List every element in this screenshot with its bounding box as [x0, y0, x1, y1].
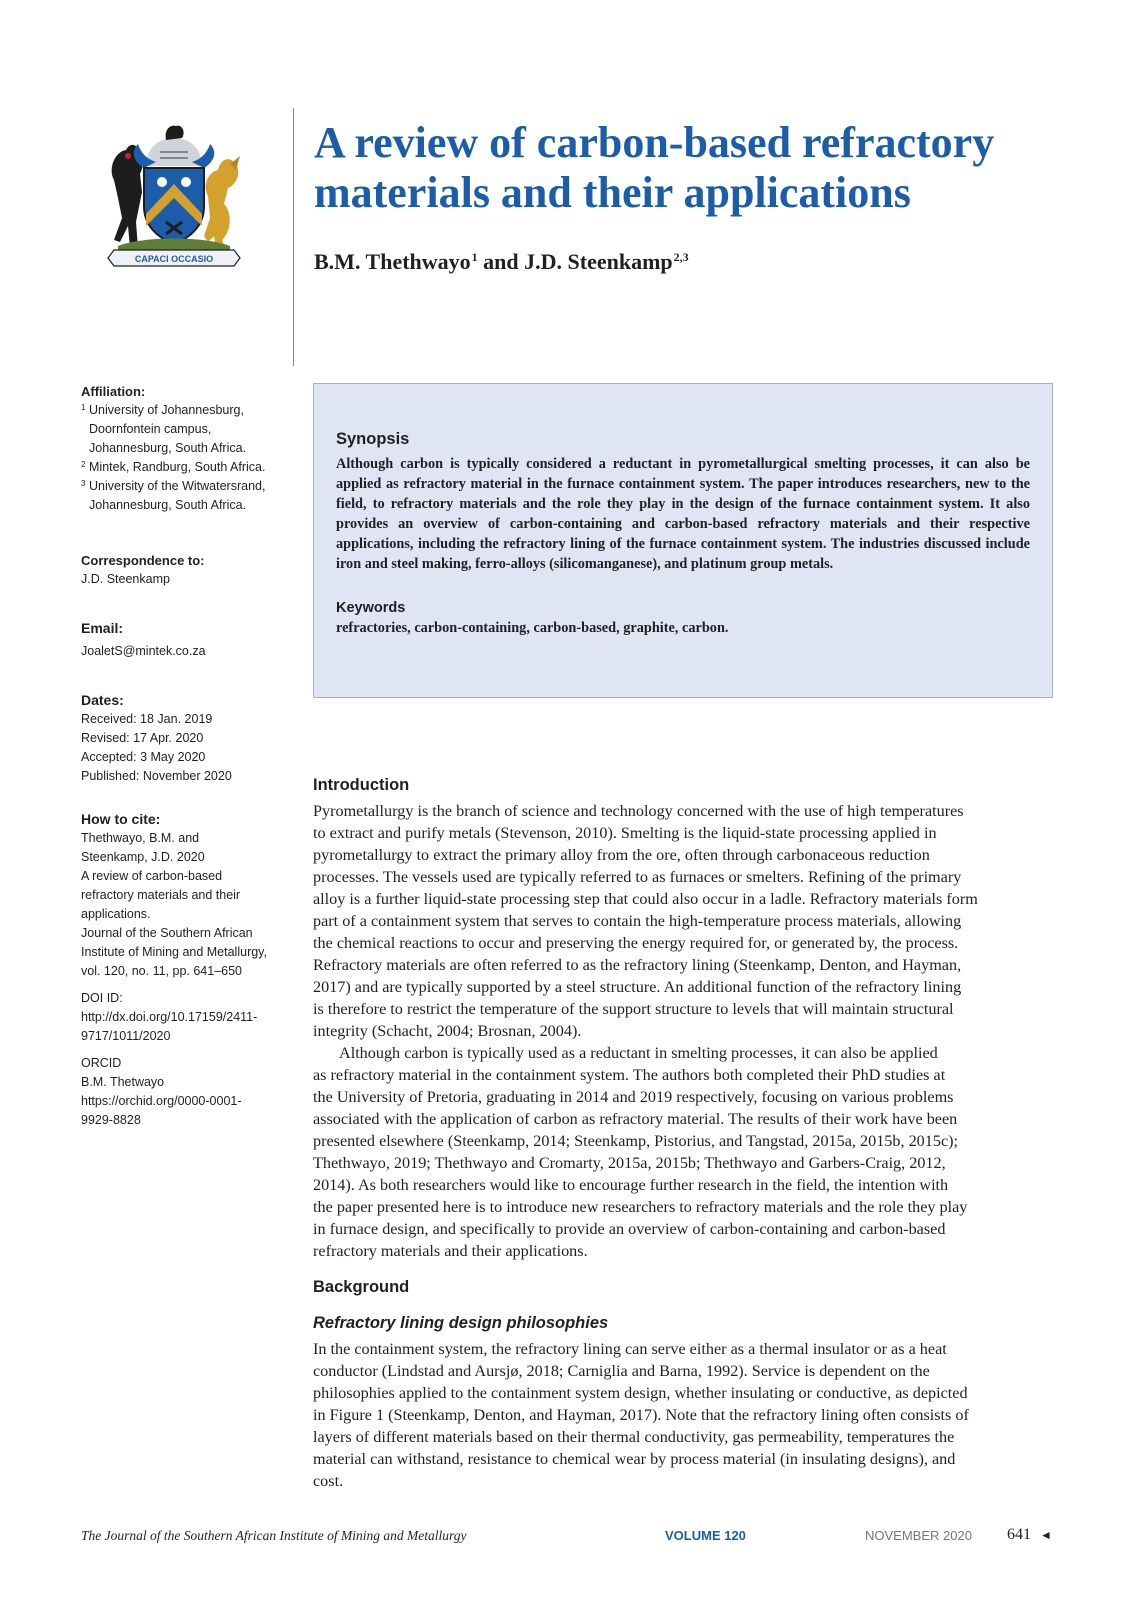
text-line: philosophies applied to the containment system design, whether insulating or conductive, as depicted	[313, 1384, 968, 1402]
cite-line: A review of carbon-based	[81, 869, 223, 883]
footer-volume: VOLUME 120	[665, 1528, 746, 1543]
text-line: associated with the application of carbon as refractory material. The results of their work have been	[313, 1110, 958, 1128]
correspondence-heading: Correspondence to:	[81, 553, 205, 568]
text-line: as refractory material in the containment system. The authors both completed their PhD studies at	[313, 1066, 946, 1084]
header-divider	[293, 108, 294, 366]
dates-block	[81, 691, 281, 786]
affiliation-block	[81, 382, 281, 515]
affiliation-item	[81, 477, 281, 515]
synopsis-heading: Synopsis	[336, 430, 410, 448]
orcid-heading: ORCID	[81, 1056, 122, 1070]
doi-link[interactable]: 9717/1011/2020	[81, 1029, 171, 1043]
footer-journal-name: The Journal of the Southern African Institute of Mining and Metallurgy	[81, 1528, 467, 1543]
affiliation-number: 1	[81, 403, 86, 412]
affiliation-line: University of Johannesburg,	[89, 403, 244, 417]
text-line: alloy is a further liquid-state processing step that could also occur in a ladle. Refractory materials form	[313, 890, 978, 908]
page-arrow-icon: ◄	[1040, 1528, 1052, 1542]
text-line: the paper presented here is to introduce new researchers to refractory materials and the role they play	[313, 1198, 968, 1216]
cite-line: refractory materials and their	[81, 888, 241, 902]
text-line: Although carbon is typically used as a reductant in smelting processes, it can also be applied	[339, 1044, 938, 1062]
affiliation-heading: Affiliation:	[81, 384, 146, 399]
footer-page-number: 641	[1007, 1526, 1031, 1543]
text-line: Pyrometallurgy is the branch of science and technology concerned with the use of high temperatures	[313, 802, 964, 820]
email-heading: Email:	[81, 620, 124, 636]
affiliation-line: University of the Witwatersrand,	[89, 479, 266, 493]
article-body	[313, 774, 1043, 1492]
text-line: is therefore to restrict the temperature of the support structure to levels that will maintain structural	[313, 1000, 954, 1018]
correspondence-block	[81, 551, 281, 589]
citation-block	[81, 810, 281, 1130]
design-philosophies-heading: Refractory lining design philosophies	[313, 1314, 609, 1332]
cite-line: Thethwayo, B.M. and	[81, 831, 200, 845]
text-line: Refractory materials are often referred to as the refractory lining (Steenkamp, Denton, and Hayman,	[313, 956, 962, 974]
date-published: Published: November 2020	[81, 769, 232, 783]
orcid-link[interactable]: https://orchid.org/0000-0001-	[81, 1094, 242, 1108]
text-line: Thethwayo, 2019; Thethwayo and Cromarty, 2015a, 2015b; Thethwayo and Garbers-Craig, 2012,	[313, 1154, 946, 1172]
orcid-link[interactable]: 9929-8828	[81, 1113, 141, 1127]
text-line: in furnace design, and specifically to provide an overview of carbon-containing and carbon-based	[313, 1220, 946, 1238]
text-line: presented elsewhere (Steenkamp, 2014; Steenkamp, Pistorius, and Tangstad, 2015a, 2015b, 2015c);	[313, 1132, 959, 1150]
keywords-heading: Keywords	[336, 600, 406, 616]
text-line: pyrometallurgy to extract the primary alloy from the ore, often through carbonaceous reduction	[313, 846, 930, 864]
text-line: layers of different materials based on their thermal conductivity, gas permeability, temperatures the	[313, 1428, 955, 1446]
affiliation-number: 3	[81, 479, 86, 488]
article-sidebar	[81, 382, 281, 1148]
affiliation-line: Johannesburg, South Africa.	[89, 441, 247, 455]
author-name: B.M. Thethwayo	[314, 249, 471, 274]
text-line: 2014). As both researchers would like to encourage further research in the field, the intention with	[313, 1176, 949, 1194]
background-heading: Background	[313, 1278, 410, 1296]
cite-line: vol. 120, no. 11, pp. 641–650	[81, 964, 243, 978]
authors-joiner: and	[483, 249, 519, 274]
text-line: the University of Pretoria, graduating in 2014 and 2019 respectively, focusing on various problems	[313, 1088, 954, 1106]
text-line: integrity (Schacht, 2004; Brosnan, 2004).	[313, 1022, 582, 1040]
institute-crest-logo	[104, 122, 244, 272]
text-line: In the containment system, the refractory lining can serve either as a thermal insulator or as a heat	[313, 1340, 947, 1358]
cite-heading: How to cite:	[81, 811, 161, 827]
affiliation-line: Johannesburg, South Africa.	[89, 498, 247, 512]
article-authors	[314, 249, 689, 275]
cite-line: applications.	[81, 907, 151, 921]
text-line: cost.	[313, 1472, 344, 1490]
text-line: material can withstand, resistance to chemical wear by process material (in insulating designs), and	[313, 1450, 956, 1468]
date-accepted: Accepted: 3 May 2020	[81, 750, 206, 764]
affiliation-item	[81, 401, 281, 458]
cite-line: Institute of Mining and Metallurgy,	[81, 945, 267, 959]
crest-motto: CAPACI OCCASIO	[134, 254, 214, 264]
article-title: A review of carbon-based refractory materials and their applications	[314, 118, 995, 217]
page-footer	[81, 1528, 1061, 1548]
date-received: Received: 18 Jan. 2019	[81, 712, 213, 726]
text-line: part of a containment system that serves to contain the high-temperature process materials, allowing	[313, 912, 962, 930]
text-line: 2017) and are typically supported by a steel structure. An additional function of the refractory lining	[313, 978, 962, 996]
email-address[interactable]: JoaletS@mintek.co.za	[81, 644, 206, 658]
author-name: J.D. Steenkamp	[524, 249, 673, 274]
keywords-text: refractories, carbon-containing, carbon-based, graphite, carbon.	[336, 620, 729, 636]
intro-paragraph-2	[313, 1042, 1043, 1262]
footer-issue-month: NOVEMBER 2020	[865, 1528, 972, 1543]
cite-line: Steenkamp, J.D. 2020	[81, 850, 205, 864]
synopsis-box	[313, 383, 1053, 698]
author-affiliation-mark: 2,3	[673, 250, 689, 264]
doi-link[interactable]: http://dx.doi.org/10.17159/2411-	[81, 1010, 258, 1024]
doi-heading: DOI ID:	[81, 991, 123, 1005]
affiliation-line: Mintek, Randburg, South Africa.	[89, 460, 266, 474]
affiliation-item	[81, 458, 281, 477]
author-affiliation-mark: 1	[471, 250, 478, 264]
background-paragraph-1	[313, 1338, 1043, 1492]
dates-heading: Dates:	[81, 692, 124, 708]
text-line: processes. The vessels used are typically referred to as furnaces or smelters. Refining of the primary	[313, 868, 962, 886]
orcid-name: B.M. Thetwayo	[81, 1075, 165, 1089]
text-line: refractory materials and their applications.	[313, 1242, 588, 1260]
cite-line: Journal of the Southern African	[81, 926, 253, 940]
synopsis-text: Although carbon is typically considered a reductant in pyrometallurgical smelting processes, it can also be applied as refractory material in the furnace containment system. The paper introduces researchers, new to the field, to refractory materials and the role they play in the design of the furnace containment system. It also provides an overview of carbon-containing and carbon-based refractory materials and their respective applications, including the refractory lining of the furnace containment system. The industries discussed include iron and steel making, ferro-alloys (silicomanganese), and platinum group metals.	[336, 456, 1030, 572]
email-block	[81, 619, 281, 661]
affiliation-number: 2	[81, 460, 86, 469]
affiliation-line: Doornfontein campus,	[89, 422, 212, 436]
text-line: conductor (Lindstad and Aursjø, 2018; Carniglia and Barna, 1992). Service is dependent on the	[313, 1362, 930, 1380]
text-line: to extract and purify metals (Stevenson, 2010). Smelting is the liquid-state processing applied in	[313, 824, 937, 842]
intro-paragraph-1	[313, 800, 1043, 1042]
text-line: in Figure 1 (Steenkamp, Denton, and Hayman, 2017). Note that the refractory lining often consists of	[313, 1406, 969, 1424]
text-line: the chemical reactions to occur and preserving the energy required for, or generated by, the process.	[313, 934, 959, 952]
date-revised: Revised: 17 Apr. 2020	[81, 731, 204, 745]
correspondence-name: J.D. Steenkamp	[81, 572, 170, 586]
introduction-heading: Introduction	[313, 776, 410, 794]
